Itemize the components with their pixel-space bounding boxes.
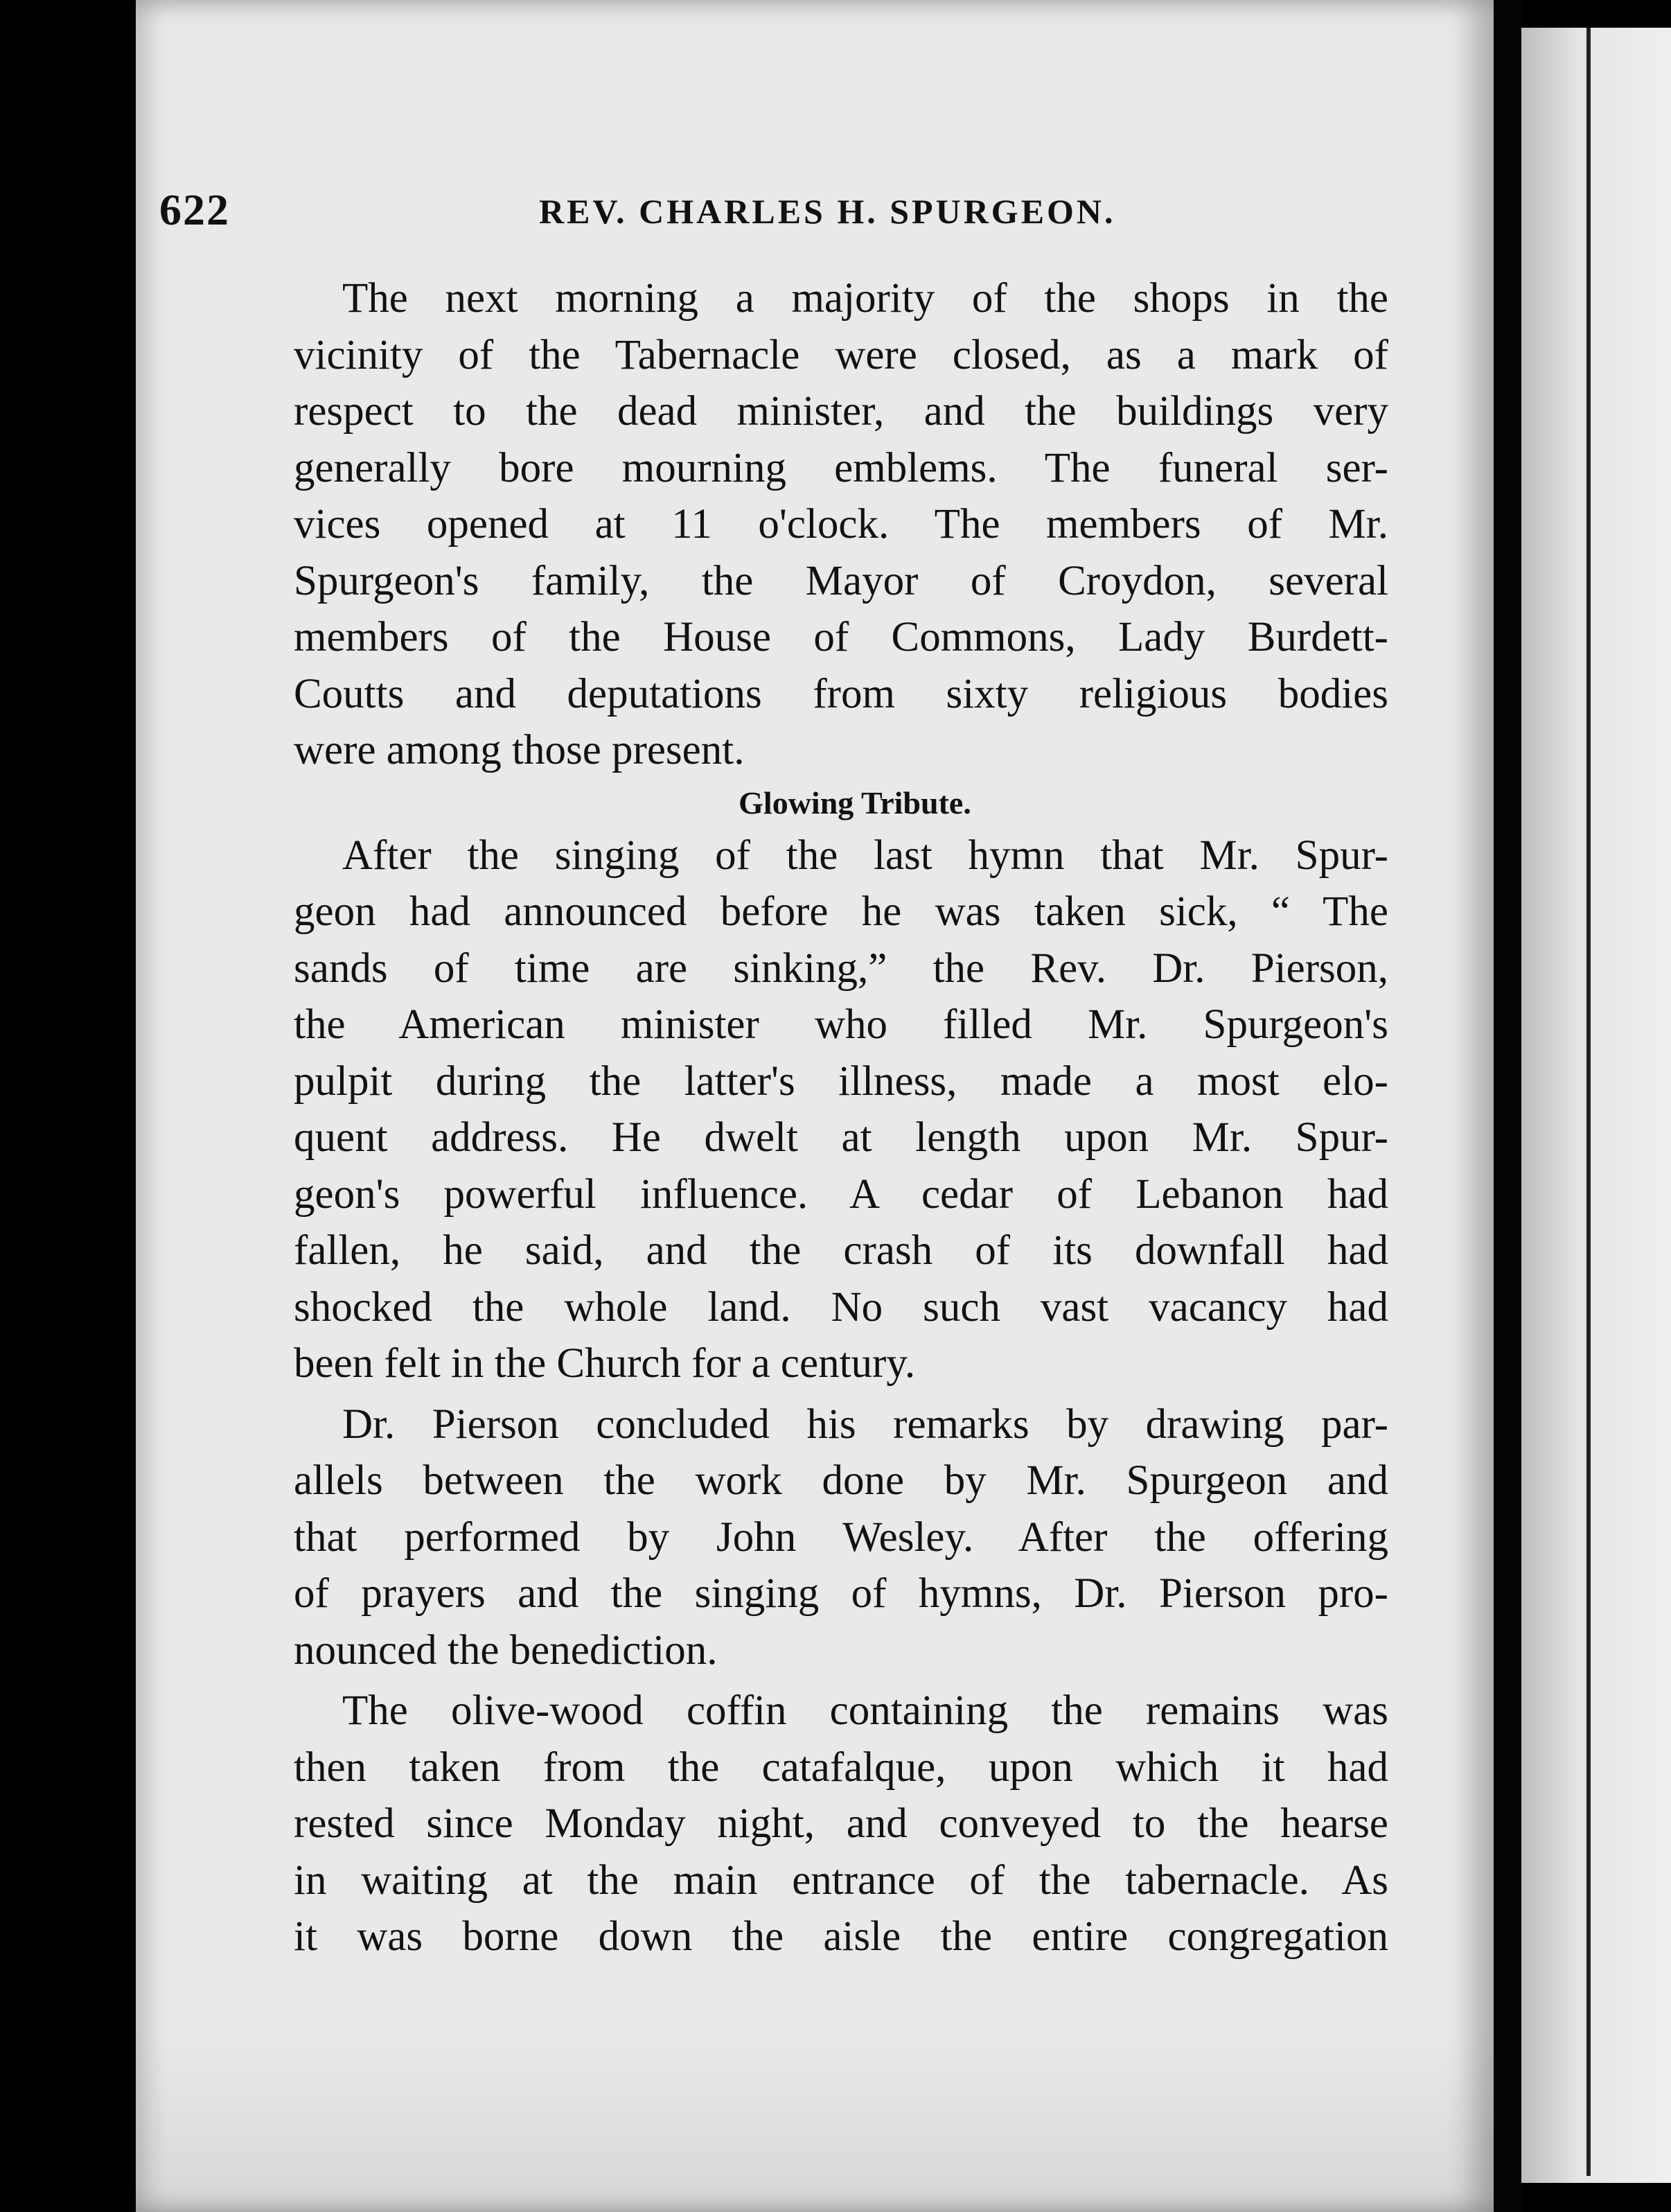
text-line: allels between the work done by Mr. Spurgeon and: [294, 1457, 1388, 1504]
section-subheading: Glowing Tribute.: [739, 784, 971, 820]
text-line: sands of time are sinking,” the Rev. Dr. Pierson,: [294, 945, 1388, 992]
text-line: been felt in the Church for a century.: [294, 1340, 916, 1387]
adjacent-page-border: [1586, 28, 1591, 2176]
text-line: nounced the benediction.: [294, 1626, 718, 1674]
text-line: geon's powerful influence. A cedar of Lebanon had: [294, 1170, 1388, 1218]
text-line: in waiting at the main entrance of the tabernacle. As: [294, 1857, 1388, 1904]
text-line: quent address. He dwelt at length upon Mr. Spur-: [294, 1114, 1388, 1161]
text-line: pulpit during the latter's illness, made a most elo-: [294, 1057, 1388, 1105]
text-line: generally bore mourning emblems. The funeral ser-: [294, 444, 1388, 491]
text-line: vicinity of the Tabernacle were closed, as a mark of: [294, 331, 1388, 378]
text-line: of prayers and the singing of hymns, Dr. Pierson pro-: [294, 1570, 1388, 1617]
page-number: 622: [159, 185, 230, 234]
text-line: The olive-wood coffin containing the remains was: [342, 1687, 1388, 1734]
text-line: rested since Monday night, and conveyed to the hearse: [294, 1800, 1388, 1847]
text-line: Dr. Pierson concluded his remarks by drawing par-: [342, 1401, 1388, 1448]
text-line: After the singing of the last hymn that Mr. Spur-: [342, 832, 1388, 879]
text-line: vices opened at 11 o'clock. The members of Mr.: [294, 501, 1388, 547]
text-line: fallen, he said, and the crash of its downfall had: [294, 1227, 1388, 1274]
text-line: that performed by John Wesley. After the offering: [294, 1513, 1388, 1561]
text-line: Spurgeon's family, the Mayor of Croydon, several: [294, 557, 1388, 604]
body-text: [294, 270, 1388, 1965]
text-line: it was borne down the aisle the entire congregation: [294, 1913, 1388, 1960]
text-line: then taken from the catafalque, upon which it had: [294, 1744, 1388, 1791]
adjacent-page-edge: [1521, 28, 1671, 2183]
text-line: shocked the whole land. No such vast vacancy had: [294, 1283, 1388, 1331]
text-line: the American minister who filled Mr. Spurgeon's: [294, 1001, 1388, 1048]
binding-shadow: [1494, 0, 1521, 2212]
text-line: respect to the dead minister, and the buildings very: [294, 388, 1388, 434]
text-line: members of the House of Commons, Lady Burdett-: [294, 614, 1388, 660]
text-line: The next morning a majority of the shops in the: [342, 275, 1388, 322]
running-head: REV. CHARLES H. SPURGEON.: [539, 192, 1116, 231]
page-shade: [136, 2032, 1494, 2212]
page-header: [159, 184, 1386, 240]
text-line: were among those present.: [294, 727, 745, 773]
text-line: Coutts and deputations from sixty religious bodies: [294, 670, 1388, 717]
text-line: geon had announced before he was taken sick, “ The: [294, 888, 1388, 935]
